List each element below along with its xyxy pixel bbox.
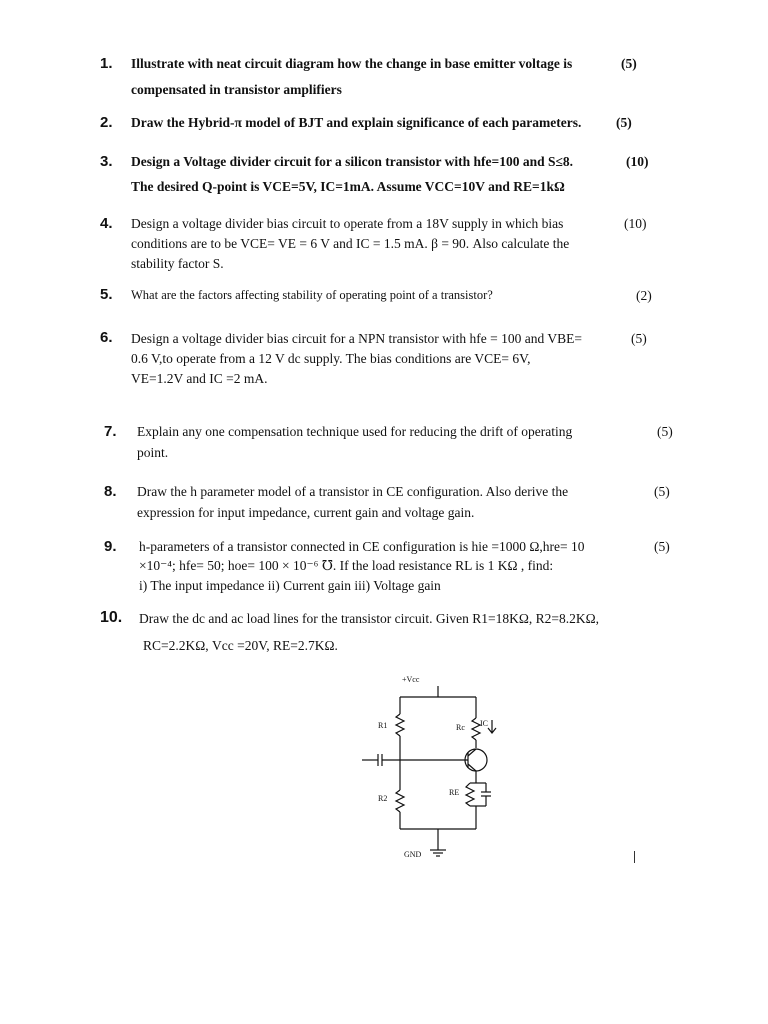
vcc-label: +Vcc (402, 675, 420, 684)
question-number: 6. (100, 329, 113, 346)
transistor-collector (468, 749, 476, 756)
re-resistor (466, 783, 474, 806)
question-text-line: RC=2.2KΩ, Vcc =20V, RE=2.7KΩ. (143, 638, 338, 653)
rc-resistor (472, 718, 480, 740)
question-marks: (10) (624, 216, 647, 231)
question-text-line: point. (137, 445, 169, 460)
gnd-label: GND (404, 850, 422, 859)
r1-label: R1 (378, 721, 388, 730)
question-number: 7. (104, 423, 117, 440)
r2-label: R2 (378, 794, 388, 803)
question-text-line: What are the factors affecting stability of operating point of a transistor? (131, 288, 493, 302)
transistor-emitter (468, 764, 476, 771)
question-text-line: stability factor S. (131, 256, 224, 271)
question-marks: (10) (626, 154, 649, 169)
question-marks: (5) (657, 424, 673, 439)
question-text-line: ×10⁻⁴; hfe= 50; hoe= 100 × 10⁻⁶ ℧. If the load resistance RL is 1 KΩ , find: (139, 558, 554, 573)
question-text-line: Draw the Hybrid-π model of BJT and explain significance of each parameters. (131, 115, 582, 130)
question-number: 4. (100, 215, 113, 232)
text-cursor (634, 851, 635, 863)
question-number: 2. (100, 114, 113, 131)
ic-label: IC (480, 719, 488, 728)
question-text-line: i) The input impedance ii) Current gain iii) Voltage gain (139, 578, 441, 593)
question-number: 10. (100, 609, 123, 626)
question-marks: (5) (621, 56, 637, 71)
question-number: 9. (104, 538, 117, 555)
question-text-line: h-parameters of a transistor connected in CE configuration is hie =1000 Ω,hre= 10 (139, 539, 585, 554)
re-label: RE (449, 788, 460, 797)
question-marks: (5) (631, 331, 647, 346)
rc-label: Rc (456, 723, 465, 732)
question-text-line: Design a voltage divider bias circuit to operate from a 18V supply in which bias (131, 216, 564, 231)
r2-resistor (396, 790, 404, 812)
question-number: 5. (100, 286, 113, 303)
ic-arrow-head (488, 728, 496, 733)
transistor-body (465, 749, 487, 771)
question-marks: (2) (636, 288, 652, 303)
question-text-line: expression for input impedance, current gain and voltage gain. (137, 505, 475, 520)
question-marks: (5) (616, 115, 632, 130)
question-text-line: Draw the dc and ac load lines for the transistor circuit. Given R1=18KΩ, R2=8.2KΩ, (139, 611, 600, 626)
question-text-line: Design a voltage divider bias circuit for a NPN transistor with hfe = 100 and VBE= (131, 331, 583, 346)
question-text-line: Design a Voltage divider circuit for a silicon transistor with hfe=100 and S≤8. (131, 154, 573, 169)
question-text-line: The desired Q-point is VCE=5V, IC=1mA. Assume VCC=10V and RE=1kΩ (131, 179, 565, 194)
question-text-line: conditions are to be VCE= VE = 6 V and IC = 1.5 mA. β = 90. Also calculate the (131, 236, 570, 251)
question-text-line: Illustrate with neat circuit diagram how the change in base emitter voltage is (131, 56, 573, 71)
question-text-line: Explain any one compensation technique used for reducing the drift of operating (137, 424, 573, 439)
question-number: 1. (100, 55, 113, 72)
question-text-line: VE=1.2V and IC =2 mA. (131, 371, 268, 386)
question-number: 8. (104, 483, 117, 500)
question-marks: (5) (654, 539, 670, 554)
question-marks: (5) (654, 484, 670, 499)
question-text-line: 0.6 V,to operate from a 12 V dc supply. The bias conditions are VCE= 6V, (131, 351, 531, 366)
question-number: 3. (100, 153, 113, 170)
question-text-line: compensated in transistor amplifiers (131, 82, 342, 97)
r1-resistor (396, 714, 404, 736)
question-text-line: Draw the h parameter model of a transistor in CE configuration. Also derive the (137, 484, 569, 499)
